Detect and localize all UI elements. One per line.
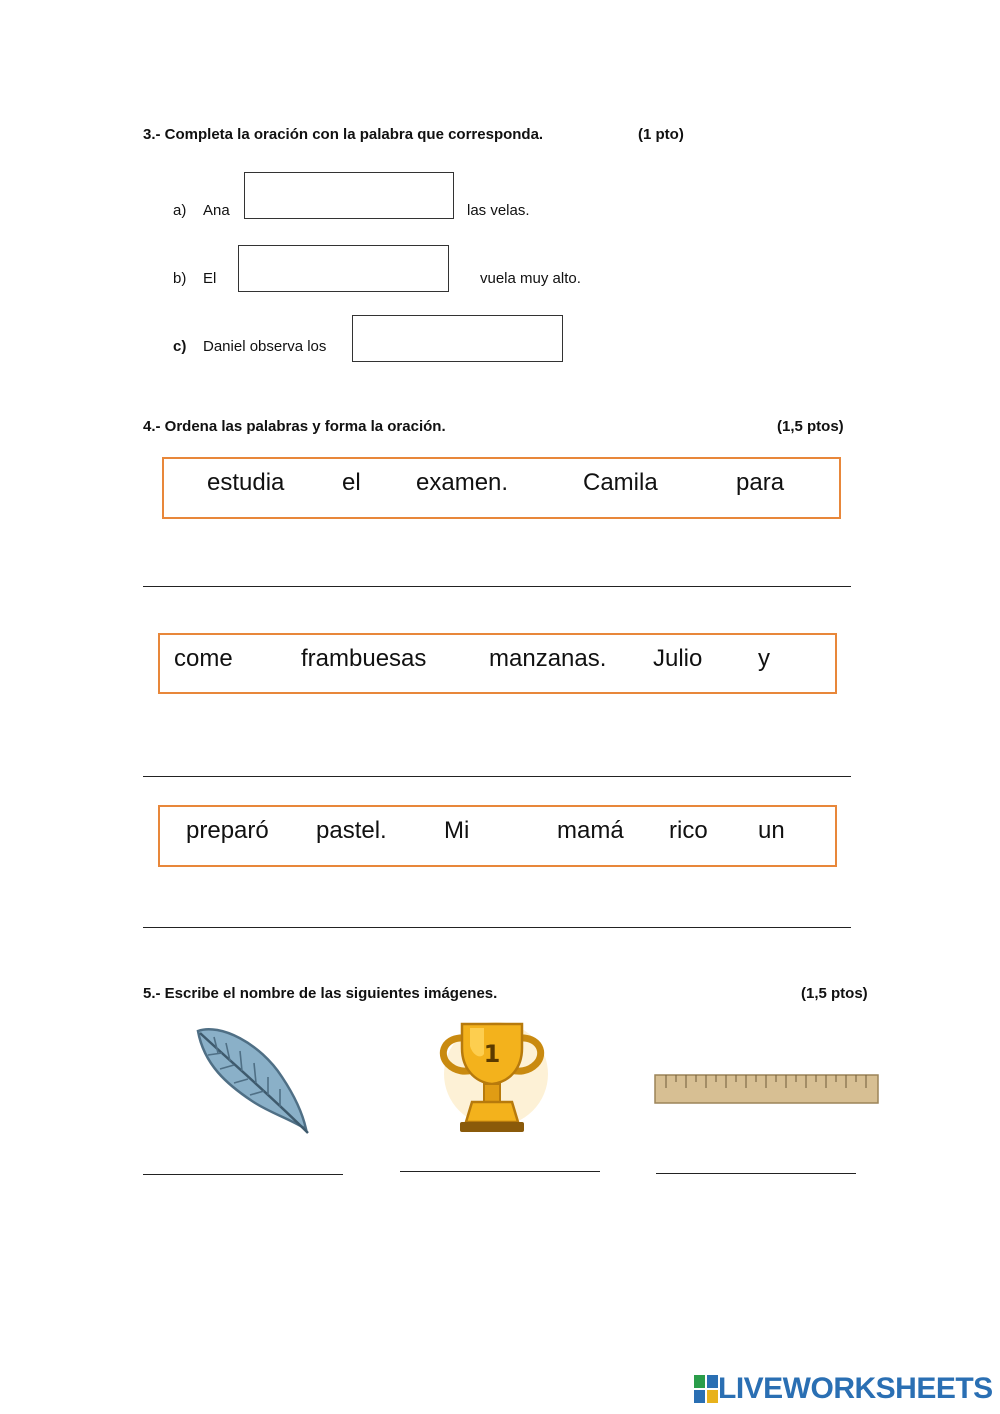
section4-title: 4.- Ordena las palabras y forma la oración. <box>143 418 446 435</box>
liveworksheets-logo-icon <box>694 1375 718 1403</box>
brand-name: LIVEWORKSHEETS <box>718 1372 993 1405</box>
item-a-label: a) <box>173 202 187 219</box>
word-manzanas[interactable]: manzanas. <box>489 645 607 672</box>
image-answer-line-3[interactable] <box>656 1173 856 1174</box>
word-box-3 <box>158 805 837 867</box>
section3-points: (1 pto) <box>638 126 684 143</box>
section3-title: 3.- Completa la oración con la palabra que corresponda. <box>143 126 544 143</box>
item-b-before: El <box>203 270 217 287</box>
word-box-1 <box>162 457 841 519</box>
word-mama[interactable]: mamá <box>557 817 624 844</box>
word-julio[interactable]: Julio <box>653 645 703 672</box>
word-mi[interactable]: Mi <box>444 817 470 844</box>
word-rico[interactable]: rico <box>669 817 708 844</box>
word-preparo[interactable]: preparó <box>186 817 269 844</box>
word-el[interactable]: el <box>342 469 361 496</box>
liveworksheets-logo <box>694 1372 993 1406</box>
section5-points: (1,5 ptos) <box>801 985 868 1002</box>
word-camila[interactable]: Camila <box>583 469 658 496</box>
feather-icon <box>190 1025 315 1137</box>
trophy-icon <box>426 1010 558 1142</box>
section4-points: (1,5 ptos) <box>777 418 844 435</box>
word-examen[interactable]: examen. <box>416 469 509 496</box>
word-box-2 <box>158 633 837 694</box>
answer-box-c[interactable] <box>352 315 563 362</box>
answer-line-2[interactable] <box>143 776 851 777</box>
item-b-after: vuela muy alto. <box>480 270 581 287</box>
word-para[interactable]: para <box>736 469 785 496</box>
answer-box-b[interactable] <box>238 245 449 292</box>
answer-box-a[interactable] <box>244 172 454 219</box>
word-y[interactable]: y <box>758 645 770 672</box>
answer-line-1[interactable] <box>143 586 851 587</box>
word-estudia[interactable]: estudia <box>207 469 285 496</box>
item-c-label: c) <box>173 338 187 355</box>
item-a-before: Ana <box>203 202 230 219</box>
word-pastel[interactable]: pastel. <box>316 817 387 844</box>
word-un[interactable]: un <box>758 817 785 844</box>
answer-line-3[interactable] <box>143 927 851 928</box>
word-come[interactable]: come <box>174 645 233 672</box>
item-a-after: las velas. <box>467 202 530 219</box>
item-c-before: Daniel observa los <box>203 338 327 355</box>
image-answer-line-1[interactable] <box>143 1174 343 1175</box>
section5-title: 5.- Escribe el nombre de las siguientes imágenes. <box>143 985 498 1002</box>
image-answer-line-2[interactable] <box>400 1171 600 1172</box>
ruler-icon <box>654 1072 880 1106</box>
word-frambuesas[interactable]: frambuesas <box>301 645 427 672</box>
item-b-label: b) <box>173 270 187 287</box>
trophy-number: 1 <box>483 1040 501 1068</box>
